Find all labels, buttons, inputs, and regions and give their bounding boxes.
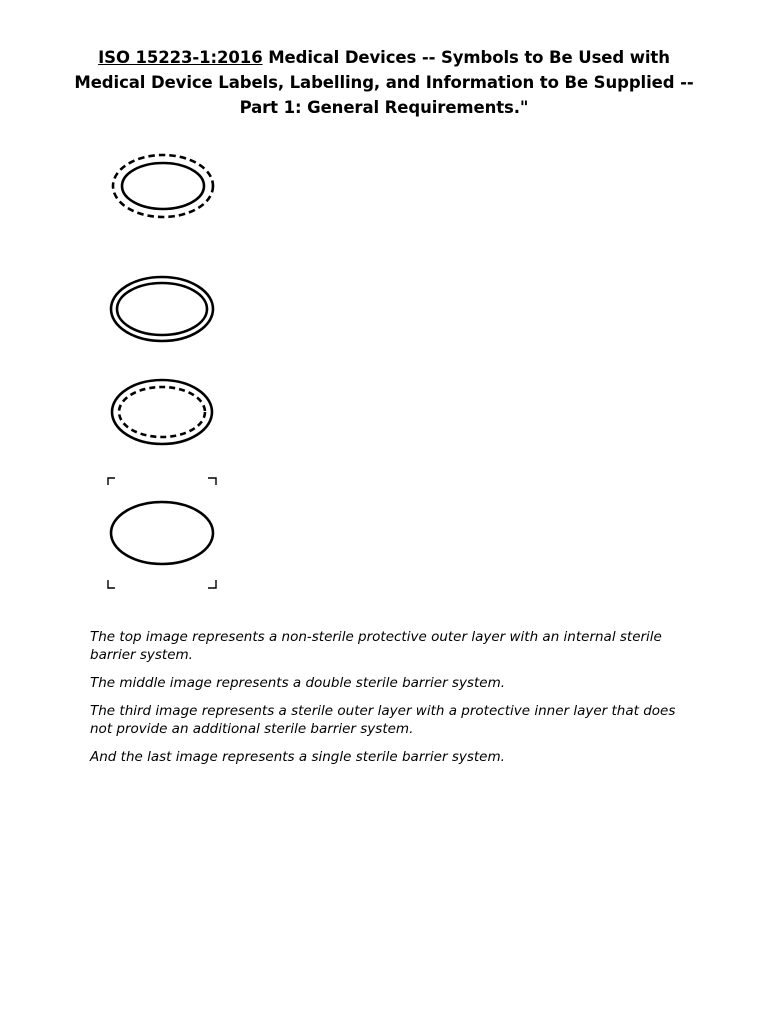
description-third: The third image represents a sterile outer layer with a protective inner layer that does not provide an additional sterile barrier system. [90, 703, 676, 737]
description-middle: The middle image represents a double sterile barrier system. [90, 675, 506, 691]
symbol-descriptions [90, 628, 690, 776]
description-last: And the last image represents a single sterile barrier system. [90, 749, 505, 765]
single-solid-ellipse-with-corner-marks-icon [100, 470, 226, 596]
description-top: The top image represents a non-sterile protective outer layer with an internal sterile barrier system. [90, 629, 662, 663]
standard-reference: ISO 15223-1:2016 [98, 48, 263, 67]
solid-outer-dashed-inner-ellipse-icon [100, 372, 226, 456]
dashed-outer-solid-inner-ellipse-icon [100, 145, 226, 229]
document-title [60, 45, 708, 120]
title-text: Medical Devices -- Symbols to Be Used with Medical Device Labels, Labelling, and Information to Be Supplied -- Part 1: General Requirements." [74, 48, 694, 117]
double-solid-ellipse-icon [100, 268, 226, 350]
